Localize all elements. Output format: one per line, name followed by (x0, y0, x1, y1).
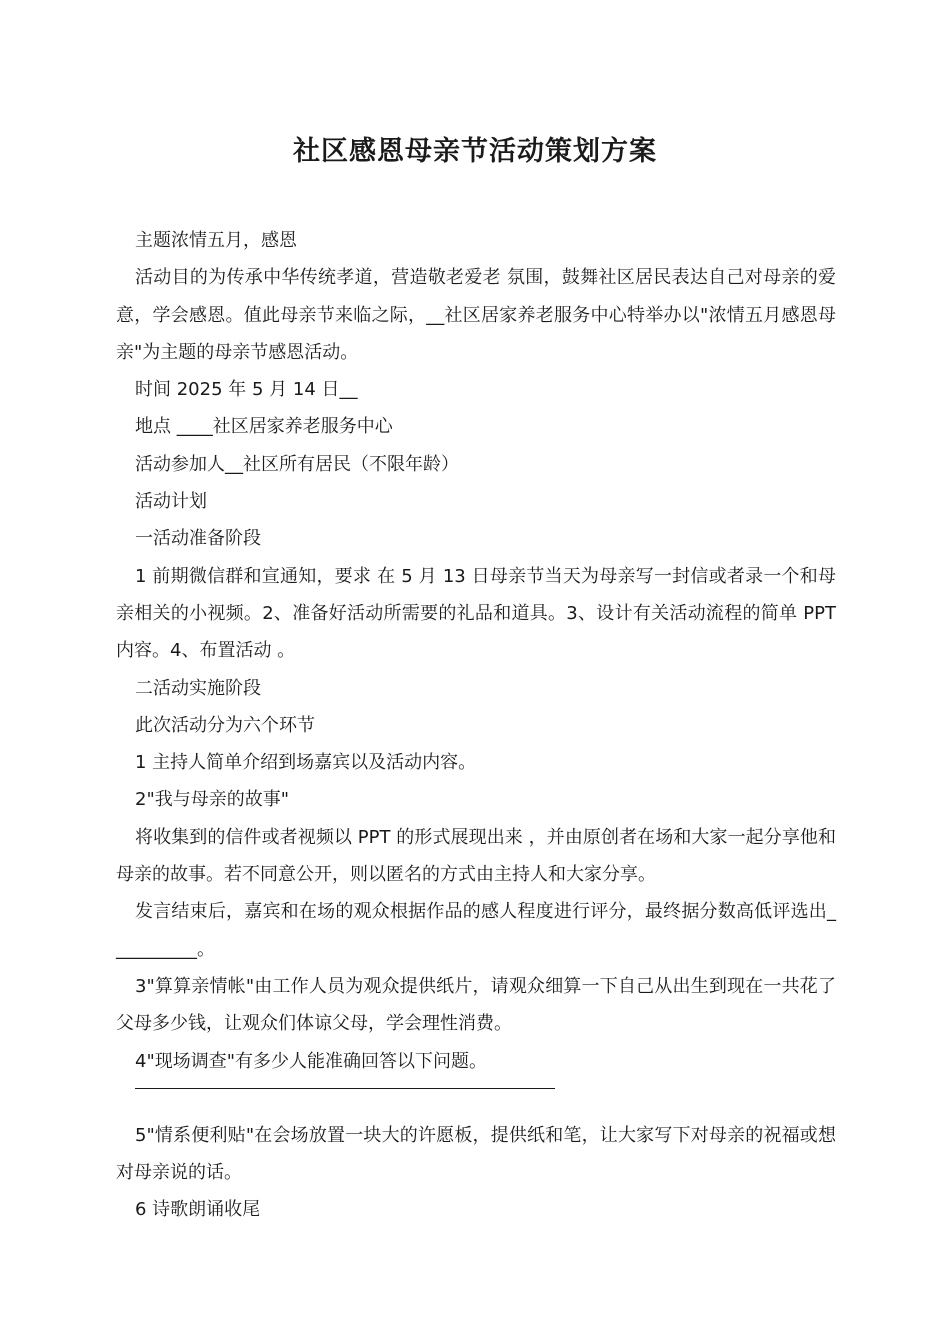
paragraph-segment-2-body: 将收集到的信件或者视频以 PPT 的形式展现出来 ，并由原创者在场和大家一起分享他和母亲的故事。若不同意公开，则以匿名的方式由主持人和大家分享。 (116, 826, 836, 886)
paragraph-segment-2-title: 2"我与母亲的故事" (135, 789, 290, 811)
paragraph-segment-2-scoring: 发言结束后，嘉宾和在场的观众根据作品的感人程度进行评分，最终据分数高低评选出__________。 (116, 901, 836, 960)
paragraph-segment-4: 4"现场调查"有多少人能准确回答以下问题。 (135, 1050, 488, 1072)
blank-line-wrapper (116, 1080, 836, 1117)
paragraph-theme: 主题浓情五月，感恩 (135, 230, 297, 251)
paragraph-segment-1: 1 主持人简单介绍到场嘉宾以及活动内容。 (135, 752, 477, 774)
paragraph-segment-6: 6 诗歌朗诵收尾 (135, 1199, 261, 1221)
blank-answer-line (135, 1088, 555, 1089)
paragraph-preparation-steps: 1 前期微信群和宣通知，要求 在 5 月 13 日母亲节当天为母亲写一封信或者录一个和母亲相关的小视频。2、准备好活动所需要的礼品和道具。3、设计有关活动流程的简单 PPT 内容。4、布置活动 。 (116, 565, 836, 662)
paragraph-participants: 活动参加人__社区所有居民（不限年龄） (135, 453, 459, 475)
section-heading-preparation: 一活动准备阶段 (135, 528, 261, 550)
section-heading-implementation: 二活动实施阶段 (135, 677, 261, 699)
section-heading-plan: 活动计划 (135, 491, 207, 513)
paragraph-purpose: 活动目的为传承中华传统孝道，营造敬老爱老 氛围，鼓舞社区居民表达自己对母亲的爱意，学会感恩。值此母亲节来临之际，__社区居家养老服务中心特举办以"浓情五月感恩母亲"为主题的母亲节感恩活动。 (116, 267, 836, 363)
paragraph-time: 时间 2025 年 5 月 14 日__ (135, 379, 358, 401)
document-title: 社区感恩母亲节活动策划方案 (293, 136, 657, 167)
paragraph-segment-5: 5"情系便利贴"在会场放置一块大的许愿板，提供纸和笔，让大家写下对母亲的祝福或想对母亲说的话。 (116, 1124, 836, 1184)
document-body (116, 222, 836, 1229)
paragraph-segment-3: 3"算算亲情帐"由工作人员为观众提供纸片，请观众细算一下自己从出生到现在一共花了父母多少钱，让观众们体谅父母，学会理性消费。 (116, 975, 836, 1035)
paragraph-six-segments: 此次活动分为六个环节 (135, 714, 315, 736)
paragraph-location: 地点 ____社区居家养老服务中心 (135, 416, 393, 438)
